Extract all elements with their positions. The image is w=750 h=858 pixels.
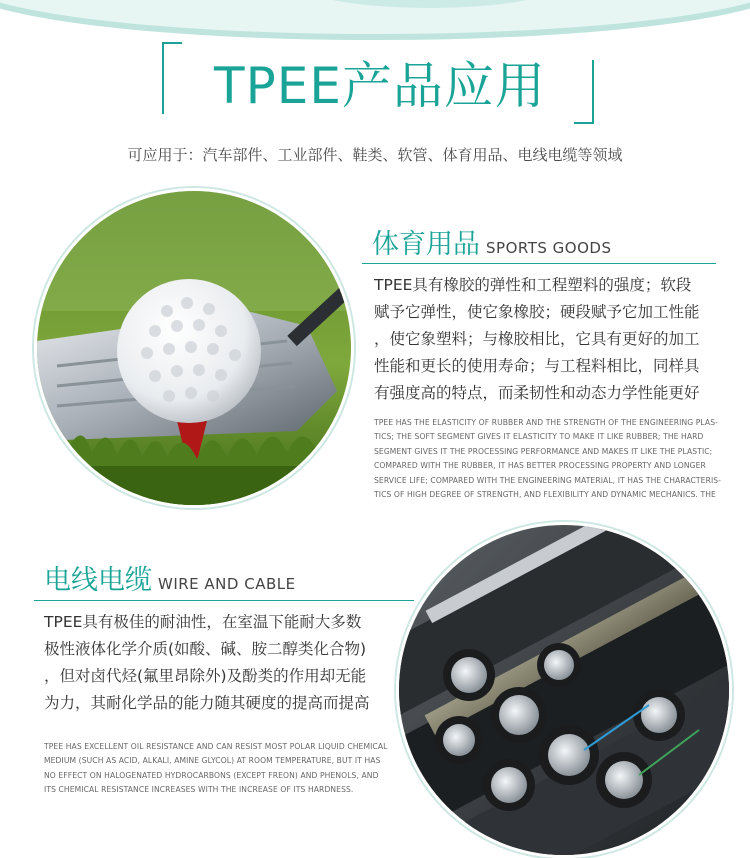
cable-en-line: TPEE HAS EXCELLENT OIL RESISTANCE AND CAN RESIST MOST POLAR LIQUID CHEMICAL	[44, 742, 388, 751]
top-decorative-wave	[0, 0, 750, 40]
golf-ball-image	[34, 188, 354, 508]
section-title-cable-zh: 电线电缆	[44, 565, 152, 596]
section-title-cable-en: WIRE AND CABLE	[158, 575, 296, 593]
title-bracket-right	[574, 60, 594, 124]
section-title-sports-en: SPORTS GOODS	[486, 239, 612, 257]
sports-en-line: TPEE HAS THE ELASTICITY OF RUBBER AND THE STRENGTH OF THE ENGINEERING PLAS-	[374, 418, 718, 427]
cable-zh-line: TPEE具有极佳的耐油性，在室温下能耐大多数	[44, 613, 362, 631]
cable-zh-line: 极性液体化学介质(如酸、碱、胺二醇类化合物)	[44, 640, 367, 658]
section-divider-sports	[362, 263, 716, 264]
sports-description-zh	[374, 272, 700, 407]
sports-description-en	[374, 416, 721, 502]
sports-en-line: TICS; THE SOFT SEGMENT GIVES IT ELASTICITY TO MAKE IT LIKE RUBBER; THE HARD	[374, 432, 704, 442]
cable-description-zh	[44, 609, 370, 717]
sports-zh-line: 有强度高的特点，而柔韧性和动态力学性能更好	[374, 384, 700, 402]
cable-zh-line: 为力，其耐化学品的能力随其硬度的提高而提高	[44, 694, 370, 712]
cable-description-en	[44, 740, 387, 798]
section-title-cable	[44, 558, 296, 597]
sports-en-line: COMPARED WITH THE RUBBER, IT HAS BETTER PROCESSING PROPERTY AND LONGER	[374, 461, 706, 471]
section-divider-cable	[34, 600, 414, 601]
sports-zh-line: TPEE具有橡胶的弹性和工程塑料的强度；软段	[374, 276, 692, 294]
cable-image	[396, 522, 732, 858]
title-bracket-left	[162, 42, 182, 114]
cable-en-line: MEDIUM (SUCH AS ACID, ALKALI, AMINE GLYCOL) AT ROOM TEMPERATURE, BUT IT HAS	[44, 756, 381, 766]
section-title-sports	[372, 222, 611, 261]
sports-en-line: SEGMENT GIVES IT THE PROCESSING PERFORMANCE AND MAKES IT LIKE THE PLASTIC;	[374, 446, 713, 456]
sports-zh-line: 性能和更长的使用寿命；与工程料相比，同样具	[374, 357, 700, 375]
page-subtitle: 可应用于：汽车部件、工业部件、鞋类、软管、体育用品、电线电缆等领域	[127, 146, 623, 164]
sports-en-line: TICS OF HIGH DEGREE OF STRENGTH, AND FLEXIBILITY AND DYNAMIC MECHANICS. THE	[374, 490, 716, 500]
page-title: TPEE产品应用	[214, 57, 546, 115]
sports-zh-line: ，使它象塑料；与橡胶相比，它具有更好的加工	[374, 330, 700, 348]
section-title-sports-zh: 体育用品	[372, 229, 480, 260]
cable-en-line: NO EFFECT ON HALOGENATED HYDROCARBONS (EXCEPT FREON) AND PHENOLS, AND	[44, 770, 379, 780]
sports-zh-line: 赋予它弹性，使它象橡胶；硬段赋予它加工性能	[374, 303, 700, 321]
cable-zh-line: ，但对卤代烃(氟里昂除外)及酚类的作用却无能	[44, 667, 367, 685]
cable-en-line: ITS CHEMICAL RESISTANCE INCREASES WITH THE INCREASE OF ITS HARDNESS.	[44, 785, 354, 795]
sports-en-line: SERVICE LIFE; COMPARED WITH THE ENGINEERING MATERIAL, IT HAS THE CHARACTERIS-	[374, 475, 722, 485]
